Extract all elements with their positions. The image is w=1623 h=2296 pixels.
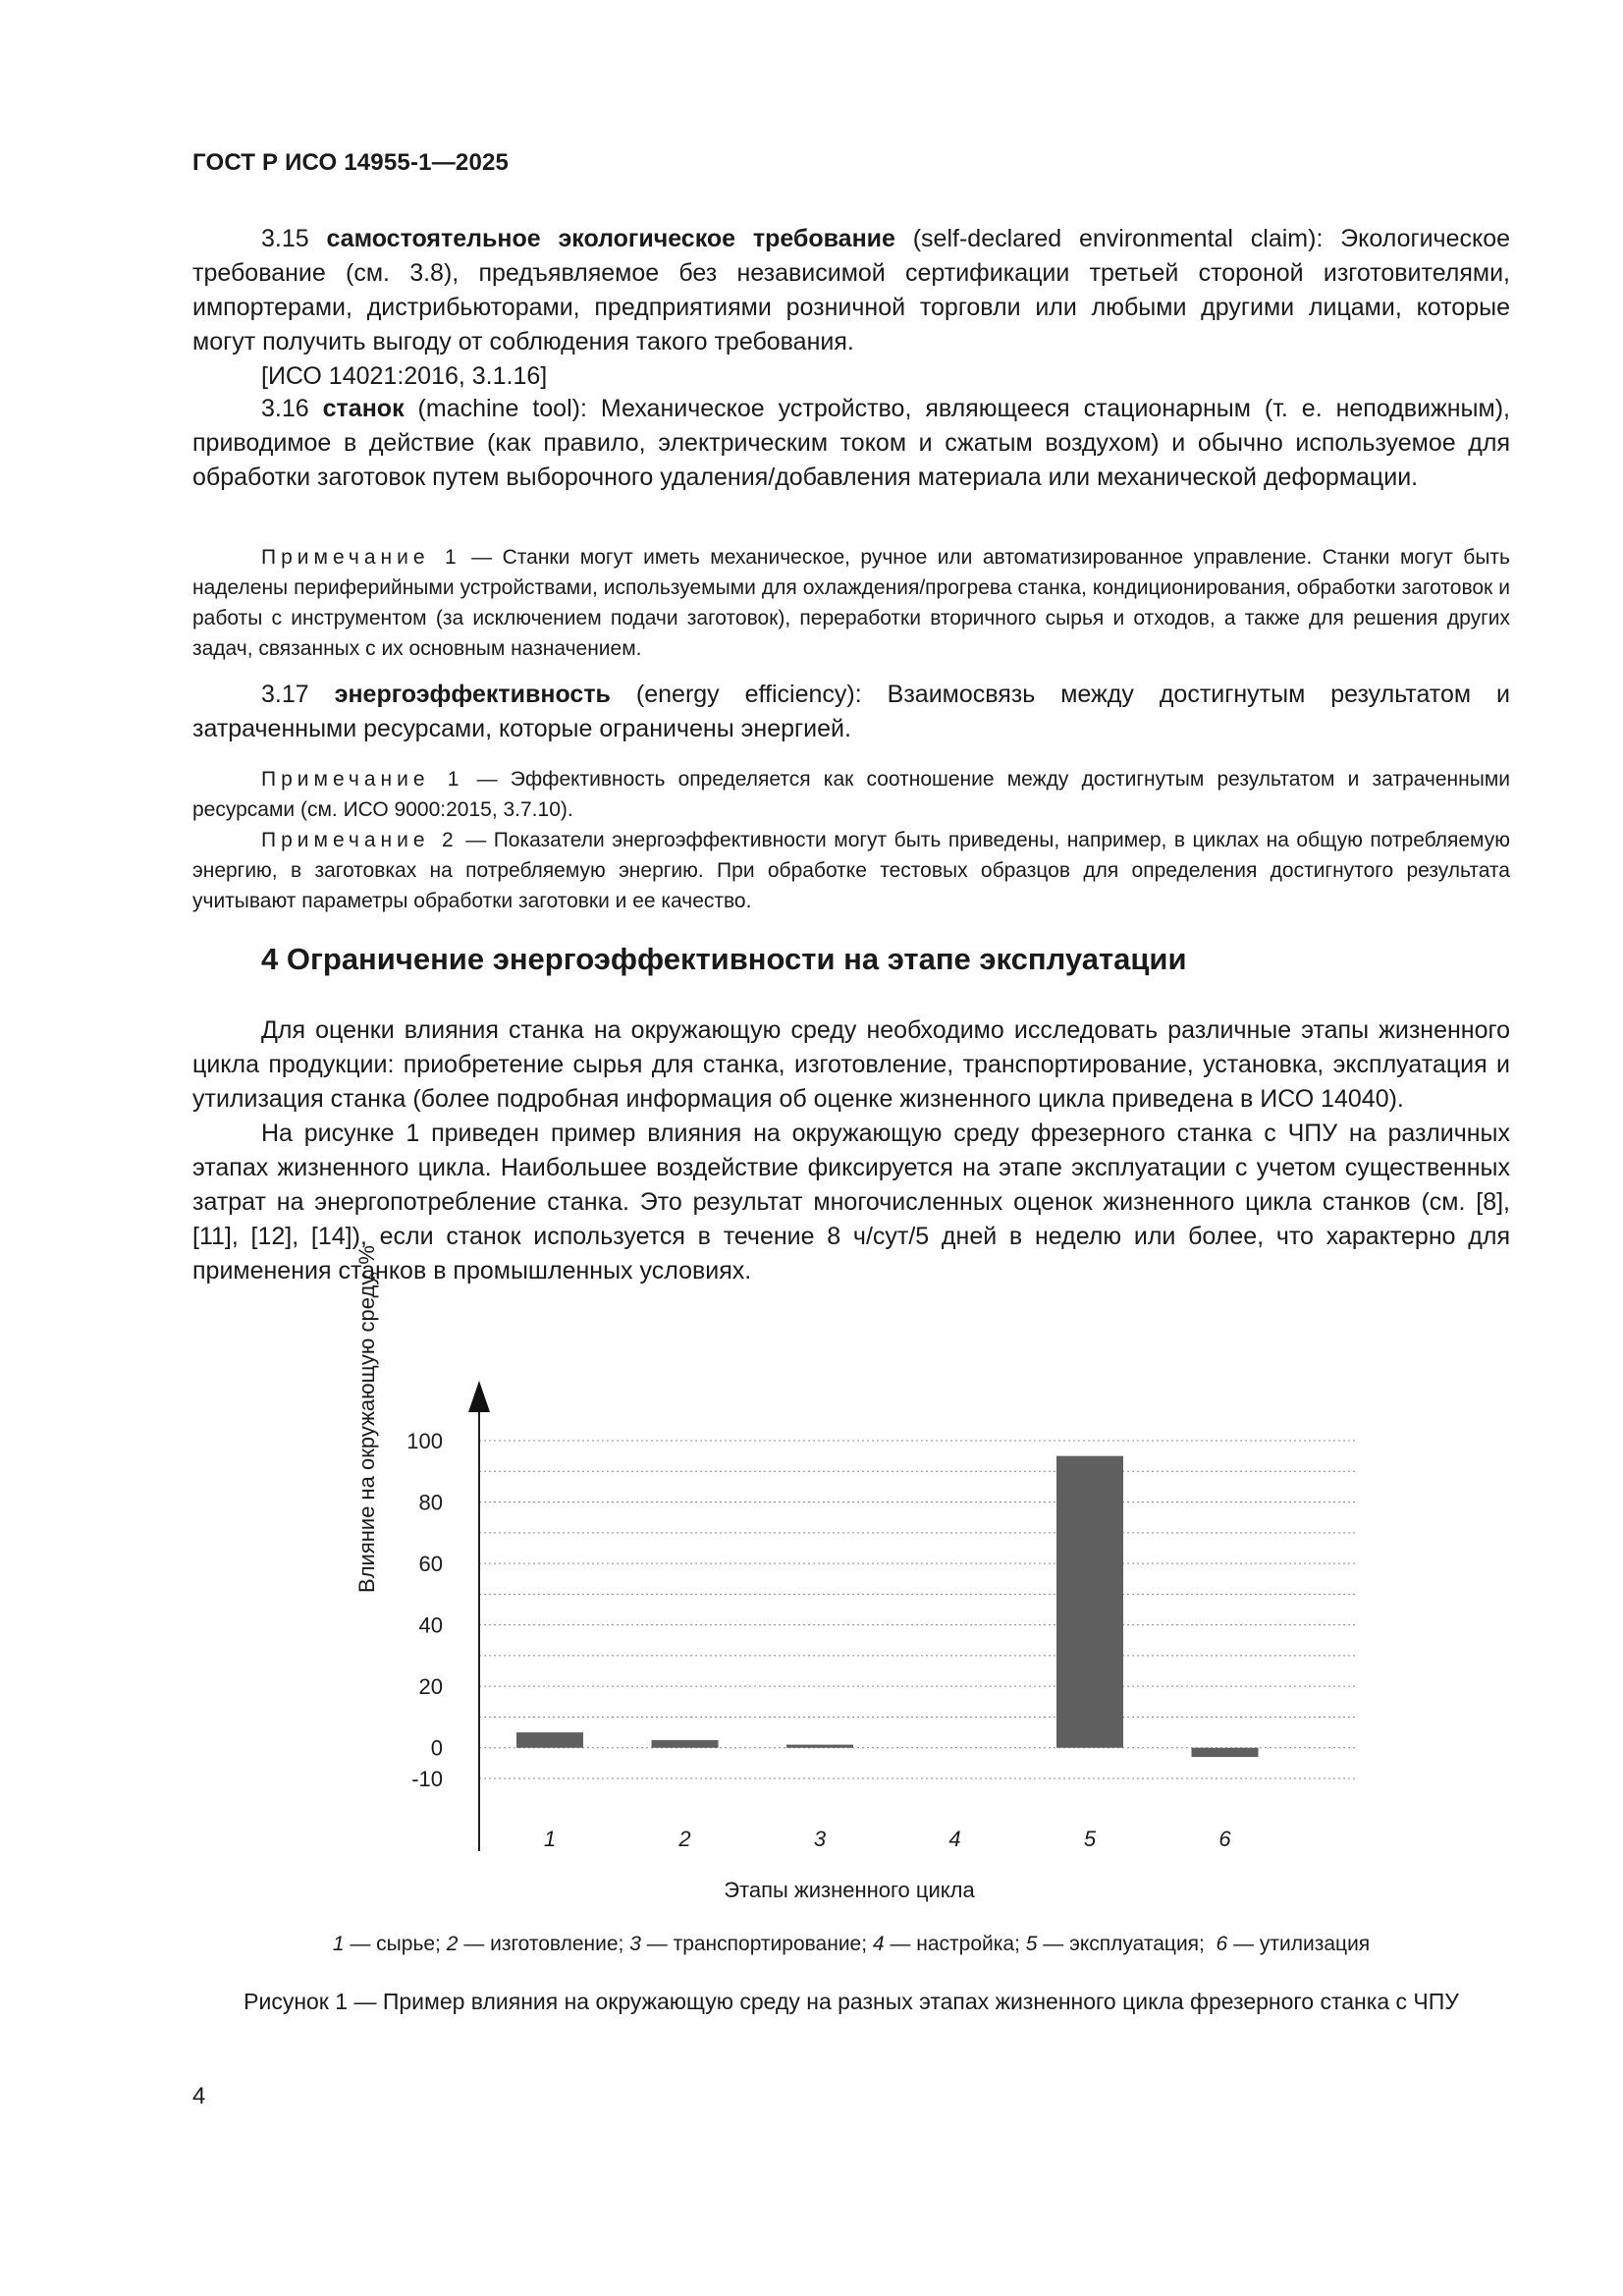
y-tick-label: 80 (418, 1490, 443, 1515)
term-number: 3.17 (261, 681, 309, 708)
term-definition-text: : Механическое устройство, являющееся стационарным (т. е. неподвижным), приводимое в действие (как правило, электрическим током и сжатым воздухом) и обычно используемое для обработки заготовок путем выборочного удаления/добавления материала или механической деформации. (192, 395, 1510, 491)
x-tick-label: 6 (1218, 1827, 1231, 1851)
x-tick-label: 2 (678, 1827, 691, 1851)
y-tick-label: 20 (418, 1674, 443, 1700)
note (192, 764, 1510, 825)
legend-key: 6 (1216, 1933, 1228, 1955)
term-definition-text: : Экологическое требование (см. 3.8), предъявляемое без независимой сертификации третьей стороной изготовителями, импортерами, дистрибьюторами, предприятиями розничной торговли или любыми другими лицами, которые могут получить выгоду от соблюдения такого требования. (192, 225, 1511, 355)
legend-text: — сырье; (344, 1933, 447, 1955)
section-body (192, 1013, 1510, 1288)
term-3-17 (192, 678, 1510, 746)
term-name: энергоэффективность (334, 681, 611, 708)
note-label: Примечание 2 (261, 829, 459, 851)
term-name: станок (322, 395, 405, 422)
page-number: 4 (192, 2083, 206, 2109)
legend-key: 4 (872, 1933, 885, 1955)
term-3-16-note-1 (192, 542, 1510, 664)
y-tick-label: 100 (406, 1429, 443, 1453)
note-label: Примечание 1 (261, 546, 461, 569)
y-axis-arrow-icon (468, 1381, 490, 1412)
note (192, 825, 1510, 916)
figure-caption: Рисунок 1 — Пример влияния на окружающую среду на разных этапах жизненного цикла фрезерного станка с ЧПУ (243, 1989, 1459, 2014)
legend-text: — эксплуатация; (1037, 1933, 1217, 1955)
section-paragraph: Для оценки влияния станка на окружающую среду необходимо исследовать различные этапы жизненного цикла продукции: приобретение сырья для станка, изготовление, транспортирование, установка, эксплуатация и утилизация станка (более подробная информация об оценке жизненного цикла приведена в ИСО 14040). (192, 1016, 1510, 1113)
term-3-16 (192, 392, 1510, 495)
term-definition-text: : Взаимосвязь между достигнутым результатом и затраченными ресурсами, которые ограничены энергией. (192, 681, 1510, 742)
legend-text: — транспортирование; (640, 1933, 873, 1955)
bar-stage-2 (652, 1740, 719, 1748)
term-3-15 (192, 222, 1510, 394)
y-axis-label: Влияние на окружающую среду, % (354, 1245, 379, 1593)
x-axis-label: Этапы жизненного цикла (724, 1878, 975, 1902)
term-definition (192, 222, 1510, 359)
term-english: (machine tool) (417, 395, 580, 422)
note-text: — Эффективность определяется как соотношение между достигнутым результатом и затраченными ресурсами (см. ИСО 9000:2015, 3.7.10). (192, 768, 1510, 821)
note (192, 542, 1510, 664)
bar-stage-5 (1056, 1456, 1123, 1748)
section-paragraph: На рисунке 1 приведен пример влияния на окружающую среду фрезерного станка с ЧПУ на различных этапах жизненного цикла. Наибольшее воздействие фиксируется на этапе эксплуатации с учетом существенных затрат на энергопотребление станка. Это результат многочисленных оценок жизненного цикла станков (см. [8], [11], [12], [14]), если станок используется в течение 8 ч/сут/5 дней в неделю или более, что характерно для применения станков в промышленных условиях. (192, 1120, 1510, 1285)
section-heading: 4 Ограничение энергоэффективности на этапе эксплуатации (261, 942, 1187, 976)
x-tick-label: 5 (1083, 1827, 1097, 1851)
y-tick-label: -10 (411, 1767, 443, 1791)
legend-text: — утилизация (1227, 1933, 1371, 1955)
x-tick-label: 1 (543, 1827, 557, 1851)
bar-stage-1 (516, 1732, 583, 1748)
bar-stage-6 (1192, 1748, 1259, 1757)
term-number: 3.16 (261, 395, 309, 422)
legend-text: — настройка; (884, 1933, 1026, 1955)
term-definition (192, 678, 1510, 746)
term-definition (192, 392, 1510, 495)
term-english: (self-declared environmental claim) (912, 225, 1317, 252)
y-tick-label: 60 (418, 1552, 443, 1577)
figure-legend (192, 1933, 1510, 1956)
y-tick-label: 0 (430, 1735, 443, 1761)
legend-key: 1 (332, 1933, 345, 1955)
y-tick-label: 40 (418, 1613, 443, 1638)
note-label: Примечание 1 (261, 768, 464, 791)
standard-header: ГОСТ Р ИСО 14955-1—2025 (192, 149, 510, 176)
note-text: — Показатели энергоэффективности могут быть приведены, например, в циклах на общую потребляемую энергию, в заготовках на потребляемую энергию. При обработке тестовых образцов для определения достигнутого результата учитывают параметры обработки заготовки и ее качество. (192, 829, 1510, 912)
bar-chart-svg (334, 1345, 1365, 1895)
term-english: (energy efficiency) (635, 681, 855, 708)
x-tick-label: 3 (813, 1827, 827, 1851)
term-number: 3.15 (261, 225, 309, 252)
legend-key: 3 (629, 1933, 641, 1955)
x-tick-label: 4 (948, 1827, 961, 1851)
legend-key: 2 (446, 1933, 459, 1955)
legend-key: 5 (1025, 1933, 1038, 1955)
bar-stage-3 (786, 1745, 853, 1748)
term-3-17-notes (192, 764, 1510, 916)
note-text: — Станки могут иметь механическое, ручное или автоматизированное управление. Станки могут быть наделены периферийными устройствами, используемыми для охлаждения/прогрева станка, кондиционирования, обработки заготовок и работы с инструментом (за исключением подачи заготовок), переработки вторичного сырья и отходов, а также для решения других задач, связанных с их основным назначением. (192, 546, 1510, 660)
term-reference: [ИСО 14021:2016, 3.1.16] (261, 362, 548, 390)
term-name: самостоятельное экологическое требование (326, 225, 895, 252)
legend-text: — изготовление; (458, 1933, 630, 1955)
bar-chart (334, 1345, 1365, 1902)
